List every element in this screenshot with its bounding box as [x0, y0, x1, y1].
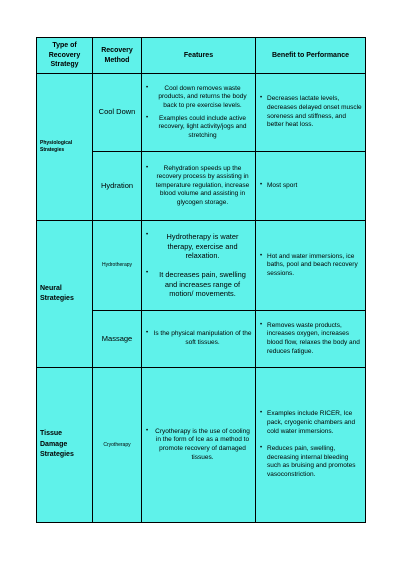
list-item: • Most sport: [267, 182, 362, 191]
method-cell: Cryotherapy: [93, 368, 142, 523]
features-cell: [142, 221, 256, 311]
list-item: • Cryotherapy is the use of cooling in the form of Ice as a method to promote recovery of damaged tissues.: [153, 428, 252, 462]
header-row: [37, 38, 366, 74]
features-cell: [142, 311, 256, 368]
benefit-cell: [256, 368, 366, 523]
features-cell: [142, 152, 256, 221]
header-benefit: Benefit to Performance: [256, 38, 366, 74]
method-cell: Hydration: [93, 152, 142, 221]
list-item: • Rehydration speeds up the recovery process by assisting in temperature regulation, increase blood volume and assisting in glycogen storage.: [153, 165, 252, 208]
header-type: Type of Recovery Strategy: [37, 38, 93, 74]
list-item: • Hydrotherapy is water therapy, exercise and relaxation.: [153, 232, 252, 261]
group-physiological: Physiological Strategies: [37, 74, 93, 221]
method-cell: Cool Down: [93, 74, 142, 152]
list-item: • Decreases lactate levels, decreases delayed onset muscle soreness and stiffness, and better heat loss.: [267, 95, 362, 129]
list-item: • Is the physical manipulation of the soft tissues.: [153, 330, 252, 347]
benefit-cell: [256, 221, 366, 311]
recovery-strategies-table: [36, 37, 366, 523]
method-cell: Hydrotherapy: [93, 221, 142, 311]
benefit-cell: [256, 74, 366, 152]
list-item: • Removes waste products, increases oxygen, increases blood flow, relaxes the body and reduces fatigue.: [267, 322, 362, 356]
list-item: • Hot and water immersions, ice baths, pool and beach recovery sessions.: [267, 253, 362, 279]
table-row: [37, 368, 366, 523]
table-row: [37, 221, 366, 311]
features-cell: [142, 74, 256, 152]
header-method: Recovery Method: [93, 38, 142, 74]
header-features: Features: [142, 38, 256, 74]
list-item: • Cool down removes waste products, and returns the body back to pre exercise levels.: [153, 85, 252, 111]
method-cell: Massage: [93, 311, 142, 368]
list-item: • Reduces pain, swelling, decreasing internal bleeding such as bruising and promotes vasoconstriction.: [267, 445, 362, 479]
benefit-cell: [256, 311, 366, 368]
list-item: • It decreases pain, swelling and increases range of motion/ movements.: [153, 270, 252, 299]
group-tissue: Tissue Damage Strategies: [37, 368, 93, 523]
list-item: • Examples include RICER, Ice pack, cryogenic chambers and cold water immersions.: [267, 410, 362, 436]
list-item: • Examples could include active recovery, light activity/jogs and stretching: [153, 115, 252, 141]
table-row: [37, 74, 366, 152]
benefit-cell: [256, 152, 366, 221]
group-neural: Neural Strategies: [37, 221, 93, 368]
features-cell: [142, 368, 256, 523]
